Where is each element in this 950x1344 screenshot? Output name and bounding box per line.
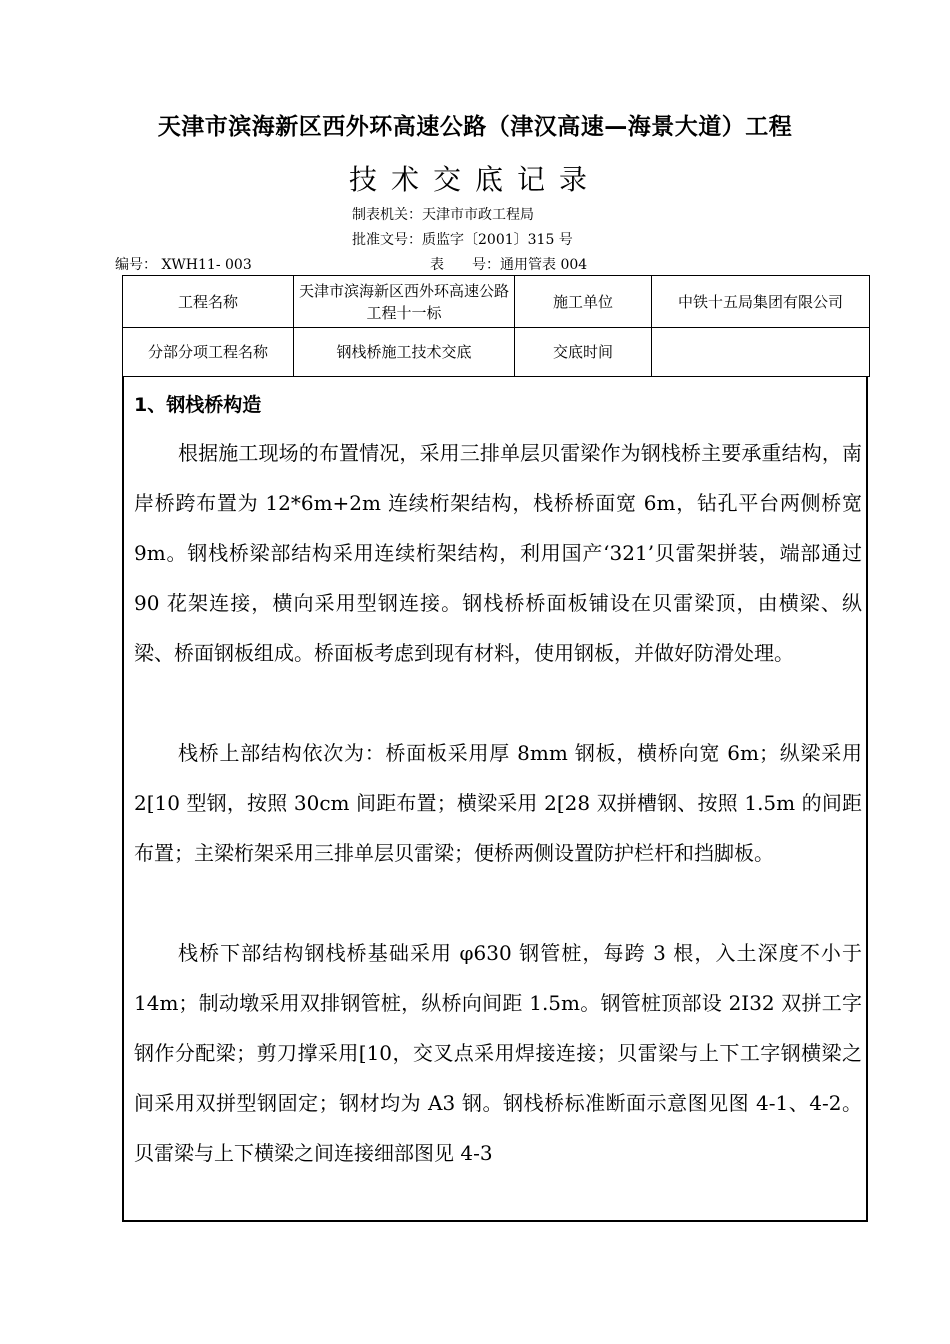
subitem-value: 钢栈桥施工技术交底 [294,328,515,377]
contractor-label: 施工单位 [515,276,652,328]
paragraph-2: 栈桥上部结构依次为：桥面板采用厚 8mm 钢板，横桥向宽 6m；纵梁采用 2[10 型钢，按照 30cm 间距布置；横梁采用 2[28 双拼槽钢、按照 1.5m 的间距布置；主梁桁架采用三排单层贝雷梁；便桥两侧设置防护栏杆和挡脚板。 [134,741,862,865]
time-label: 交底时间 [515,328,652,377]
section-title: 1、钢栈桥构造 [134,394,262,416]
paragraph-1: 根据施工现场的布置情况，采用三排单层贝雷梁作为钢栈桥主要承重结构，南岸桥跨布置为 12*6m+2m 连续桁架结构，栈桥桥面宽 6m，钻孔平台两侧桥宽 9m。钢栈桥梁部结构采用连续桁架结构，利用国产‘321’贝雷架拼装，端部通过 90 花架连接，横向采用型钢连接。钢栈桥桥面板铺设在贝雷梁顶，由横梁、纵梁、桥面钢板组成。桥面板考虑到现有材料，使用钢板，并做好防滑处理。 [134,441,862,665]
info-table [122,275,870,377]
table-row [123,276,870,328]
document-title: 天津市滨海新区西外环高速公路（津汉高速—海景大道）工程 [157,114,793,140]
issuer-line: 制表机关：天津市市政工程局 [352,207,534,223]
paragraph-3: 栈桥下部结构钢栈桥基础采用 φ630 钢管桩，每跨 3 根，入土深度不小于 14m；制动墩采用双排钢管桩，纵桥向间距 1.5m。钢管桩顶部设 2I32 双拼工字钢作分配梁；剪刀撑采用[10，交叉点采用焊接连接；贝雷梁与上下工字钢横梁之间采用双拼型钢固定；钢材均为 A3 钢。钢栈桥标准断面示意图见图 4-1、4-2。贝雷梁与上下横梁之间连接细部图见 4-3 [134,941,862,1165]
form-number-line: 表 号：通用管表 004 [430,257,588,273]
approval-line: 批准文号：质监字〔2001〕315 号 [352,232,573,248]
project-name-label: 工程名称 [123,276,294,328]
number-line: 编号： XWH11- 003 [115,257,252,273]
document-subtitle: 技术交底记录 [348,163,601,196]
contractor-value: 中铁十五局集团有限公司 [652,276,870,328]
time-value [652,328,870,377]
subitem-label: 分部分项工程名称 [123,328,294,377]
table-row [123,328,870,377]
content-box [122,376,868,1222]
project-name-value: 天津市滨海新区西外环高速公路工程十一标 [294,276,515,328]
